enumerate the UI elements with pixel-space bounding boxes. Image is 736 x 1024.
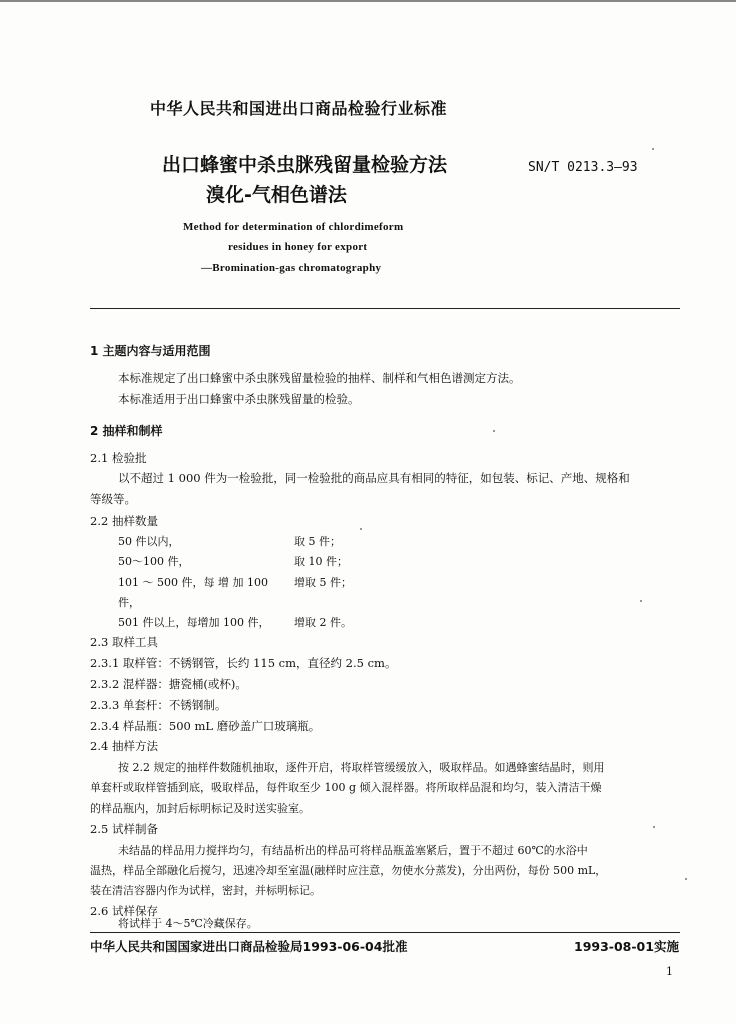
section-2-5-paragraph-line-2: 温热，样品全部融化后搅匀，迅速冷却至室温(融样时应注意，勿使水分蒸发)，分出两份，每份 500 mL， bbox=[90, 864, 607, 877]
sample-quantity-right: 增取 2 件。 bbox=[294, 616, 352, 629]
scan-edge-line bbox=[0, 0, 736, 2]
section-2-5-paragraph-line-1: 未结晶的样品用力搅拌均匀，有结晶析出的样品可将样品瓶盖塞紧后，置于不超过 60℃的水浴中 bbox=[118, 844, 588, 857]
scan-speck bbox=[640, 600, 642, 602]
header-divider bbox=[90, 308, 680, 309]
footer-divider bbox=[90, 932, 680, 933]
scan-speck bbox=[493, 430, 495, 432]
section-2-5-paragraph-line-3: 装在清洁容器内作为试样，密封，并标明标记。 bbox=[90, 884, 321, 897]
sample-quantity-left: 101 ～ 500 件，每 增 加 100 bbox=[118, 576, 268, 589]
sample-quantity-right: 取 5 件； bbox=[294, 535, 341, 548]
section-2-3-2: 2.3.2 混样器：搪瓷桶(或杯)。 bbox=[90, 677, 247, 691]
document-title: 出口蜂蜜中杀虫脒残留量检验方法 bbox=[162, 154, 448, 176]
scan-speck bbox=[653, 826, 655, 828]
document-subtitle: 溴化-气相色谱法 bbox=[206, 184, 347, 206]
page-number: 1 bbox=[666, 965, 673, 978]
effective-date: 1993-08-01实施 bbox=[574, 939, 679, 954]
scan-speck bbox=[685, 878, 687, 880]
sample-quantity-right: 取 10 件； bbox=[294, 555, 348, 568]
section-2-4-paragraph-line-3: 的样品瓶内，加封后标明标记及时送实验室。 bbox=[90, 802, 310, 815]
section-1-heading: 1 主题内容与适用范围 bbox=[90, 344, 211, 358]
standard-number: SN/T 0213.3—93 bbox=[528, 160, 638, 175]
sample-quantity-left: 50～100 件， bbox=[118, 555, 190, 568]
sample-quantity-left: 501 件以上，每增加 100 件， bbox=[118, 616, 270, 629]
english-title-line-1: Method for determination of chlordimeform bbox=[183, 221, 404, 233]
section-2-6-heading: 2.6 试样保存 bbox=[90, 904, 158, 918]
english-title-line-2: residues in honey for export bbox=[228, 241, 368, 253]
approval-line: 中华人民共和国国家进出口商品检验局1993-06-04批准 bbox=[90, 939, 408, 954]
section-2-5-heading: 2.5 试样制备 bbox=[90, 822, 158, 836]
section-2-1-heading: 2.1 检验批 bbox=[90, 451, 147, 465]
section-2-4-paragraph-line-2: 单套杆或取样管插到底，吸取样品，每件取至少 100 g 倾入混样器。将所取样品混和均匀，装入清洁干燥 bbox=[90, 781, 602, 794]
section-1-paragraph-2: 本标准适用于出口蜂蜜中杀虫脒残留量的检验。 bbox=[118, 392, 360, 406]
sample-quantity-left: 50 件以内， bbox=[118, 535, 180, 548]
scan-speck bbox=[360, 528, 362, 530]
industry-standard-heading: 中华人民共和国进出口商品检验行业标准 bbox=[150, 99, 448, 118]
section-2-3-1: 2.3.1 取样管：不锈钢管，长约 115 cm，直径约 2.5 cm。 bbox=[90, 656, 397, 670]
section-2-heading: 2 抽样和制样 bbox=[90, 424, 163, 438]
sample-quantity-right: 增取 5 件； bbox=[294, 576, 352, 589]
section-2-4-paragraph-line-1: 按 2.2 规定的抽样件数随机抽取，逐件开启，将取样管缓缓放入，吸取样品。如遇蜂蜜结晶时，则用 bbox=[118, 761, 605, 774]
section-2-3-4: 2.3.4 样品瓶：500 mL 磨砂盖广口玻璃瓶。 bbox=[90, 719, 321, 733]
section-2-6-paragraph: 将试样于 4～5℃冷藏保存。 bbox=[118, 917, 258, 930]
sample-quantity-left: 件， bbox=[118, 596, 140, 609]
section-1-paragraph-1: 本标准规定了出口蜂蜜中杀虫脒残留量检验的抽样、制样和气相色谱测定方法。 bbox=[118, 371, 521, 385]
section-2-2-heading: 2.2 抽样数量 bbox=[90, 514, 158, 528]
section-2-1-paragraph-line-1: 以不超过 1 000 件为一检验批，同一检验批的商品应具有相同的特征，如包装、标记、产地、规格和 bbox=[118, 471, 630, 485]
section-2-1-paragraph-line-2: 等级等。 bbox=[90, 492, 136, 506]
section-2-3-heading: 2.3 取样工具 bbox=[90, 635, 158, 649]
section-2-3-3: 2.3.3 单套杆：不锈钢制。 bbox=[90, 698, 227, 712]
scan-speck bbox=[652, 148, 654, 150]
english-title-line-3: —Bromination-gas chromatography bbox=[201, 262, 382, 274]
section-2-4-heading: 2.4 抽样方法 bbox=[90, 739, 158, 753]
